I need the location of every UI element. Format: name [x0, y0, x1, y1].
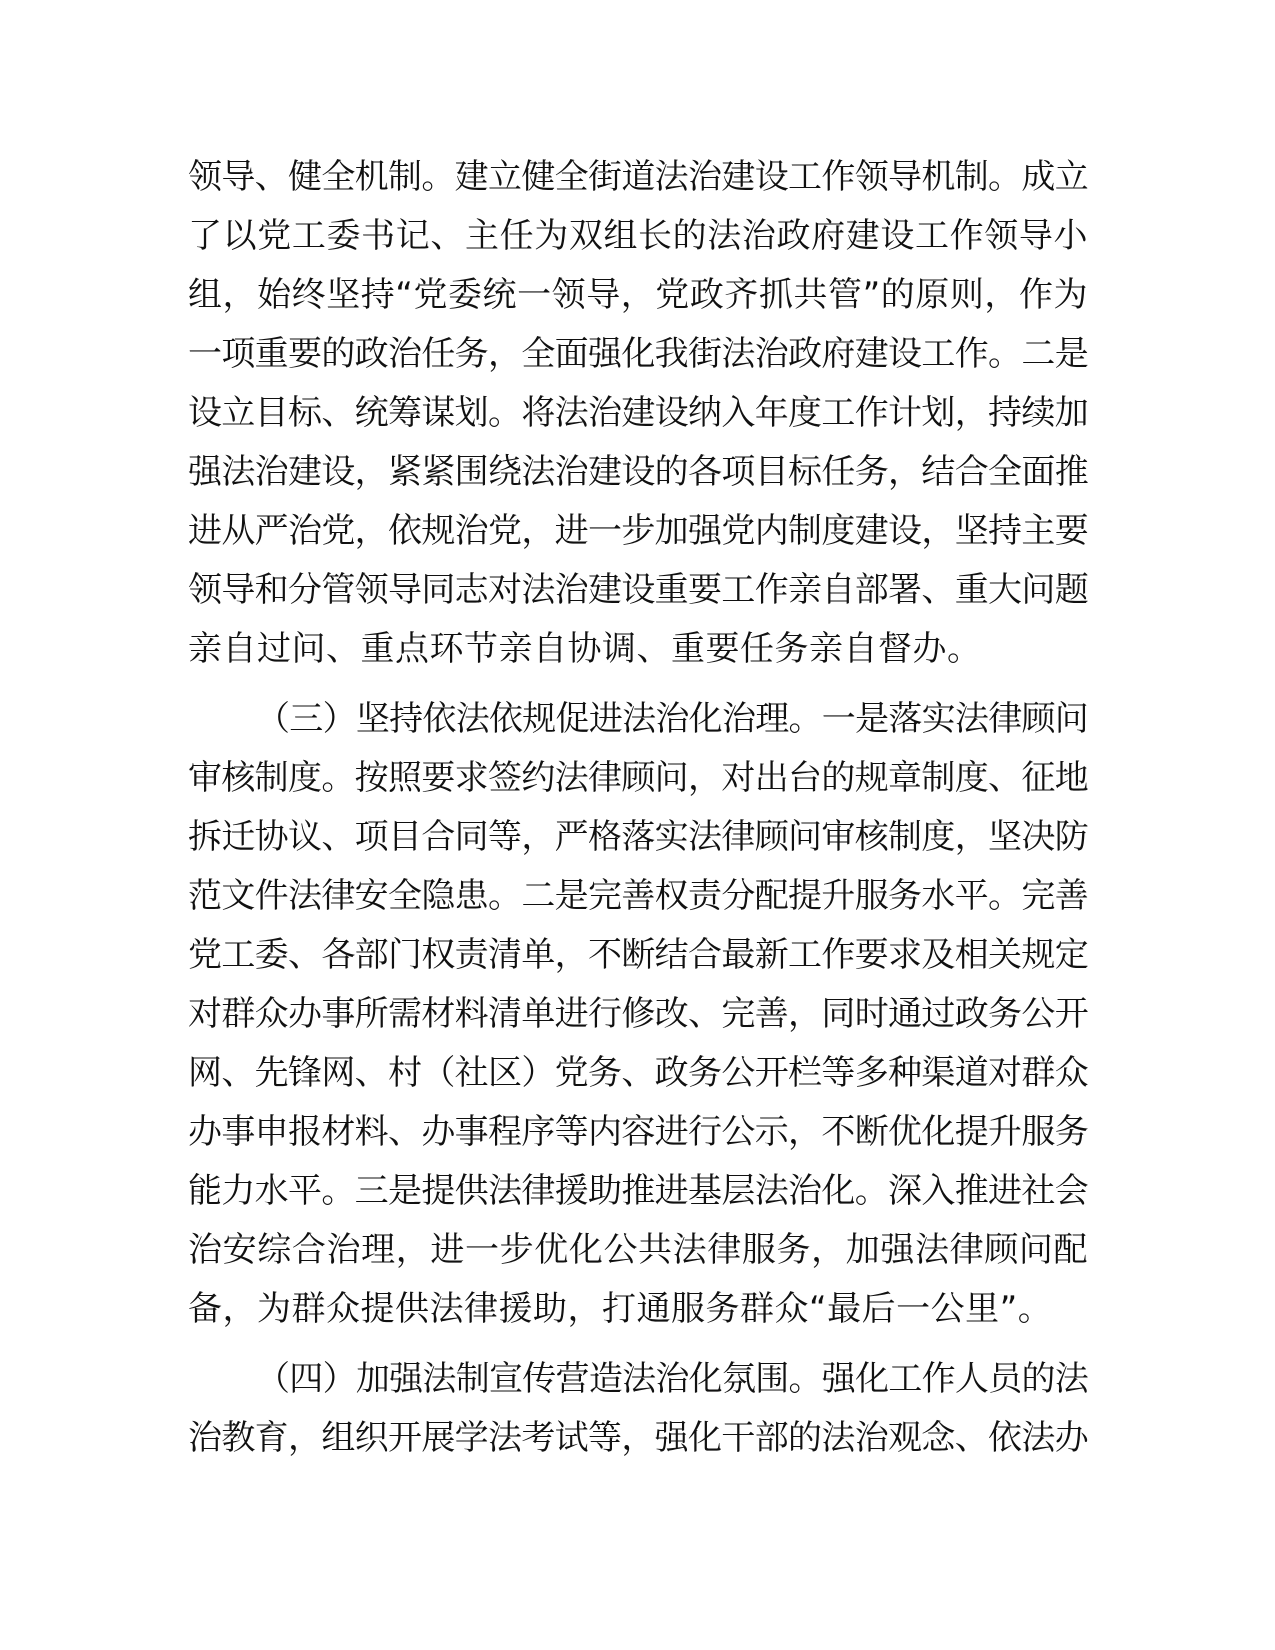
- text-line: （三）坚持依法依规促进法治化治理。一是落实法律顾问: [256, 699, 1088, 739]
- text-line: 了以党工委书记、主任为双组长的法治政府建设工作领导小: [188, 216, 1088, 256]
- text-line: 党工委、各部门权责清单，不断结合最新工作要求及相关规定: [188, 935, 1088, 975]
- text-line: 强法治建设，紧紧围绕法治建设的各项目标任务，结合全面推: [188, 452, 1088, 492]
- text-line: 治教育，组织开展学法考试等，强化干部的法治观念、依法办: [188, 1418, 1088, 1458]
- paragraph-section-four: [188, 1350, 1088, 1468]
- text-line: 范文件法律安全隐患。二是完善权责分配提升服务水平。完善: [188, 876, 1088, 916]
- text-line: 能力水平。三是提供法律援助推进基层法治化。深入推进社会: [188, 1171, 1088, 1211]
- text-line: 审核制度。按照要求签约法律顾问，对出台的规章制度、征地: [188, 758, 1088, 798]
- paragraph-gap: [188, 679, 1088, 690]
- text-line: 设立目标、统筹谋划。将法治建设纳入年度工作计划，持续加: [188, 393, 1088, 433]
- text-line: 拆迁协议、项目合同等，严格落实法律顾问审核制度，坚决防: [188, 817, 1088, 857]
- text-line: 组，始终坚持“党委统一领导，党政齐抓共管”的原则，作为: [188, 275, 1088, 315]
- paragraph-gap: [188, 1339, 1088, 1350]
- text-line: 治安综合治理，进一步优化公共法律服务，加强法律顾问配: [188, 1230, 1088, 1270]
- text-line: 备，为群众提供法律援助，打通服务群众“最后一公里”。: [188, 1289, 1053, 1329]
- body-text: [188, 148, 1088, 1468]
- text-line: 领导、健全机制。建立健全街道法治建设工作领导机制。成立: [188, 157, 1088, 197]
- text-line: 领导和分管领导同志对法治建设重要工作亲自部署、重大问题: [188, 570, 1088, 610]
- text-line: （四）加强法制宣传营造法治化氛围。强化工作人员的法: [256, 1359, 1088, 1399]
- paragraph-leadership: [188, 148, 1088, 679]
- text-line: 进从严治党，依规治党，进一步加强党内制度建设，坚持主要: [188, 511, 1088, 551]
- text-line: 一项重要的政治任务，全面强化我街法治政府建设工作。二是: [188, 334, 1088, 374]
- text-line: 办事申报材料、办事程序等内容进行公示，不断优化提升服务: [188, 1112, 1088, 1152]
- text-line: 对群众办事所需材料清单进行修改、完善，同时通过政务公开: [188, 994, 1088, 1034]
- paragraph-section-three: [188, 690, 1088, 1339]
- text-line: 网、先锋网、村（社区）党务、政务公开栏等多种渠道对群众: [188, 1053, 1088, 1093]
- text-line: 亲自过问、重点环节亲自协调、重要任务亲自督办。: [188, 629, 982, 669]
